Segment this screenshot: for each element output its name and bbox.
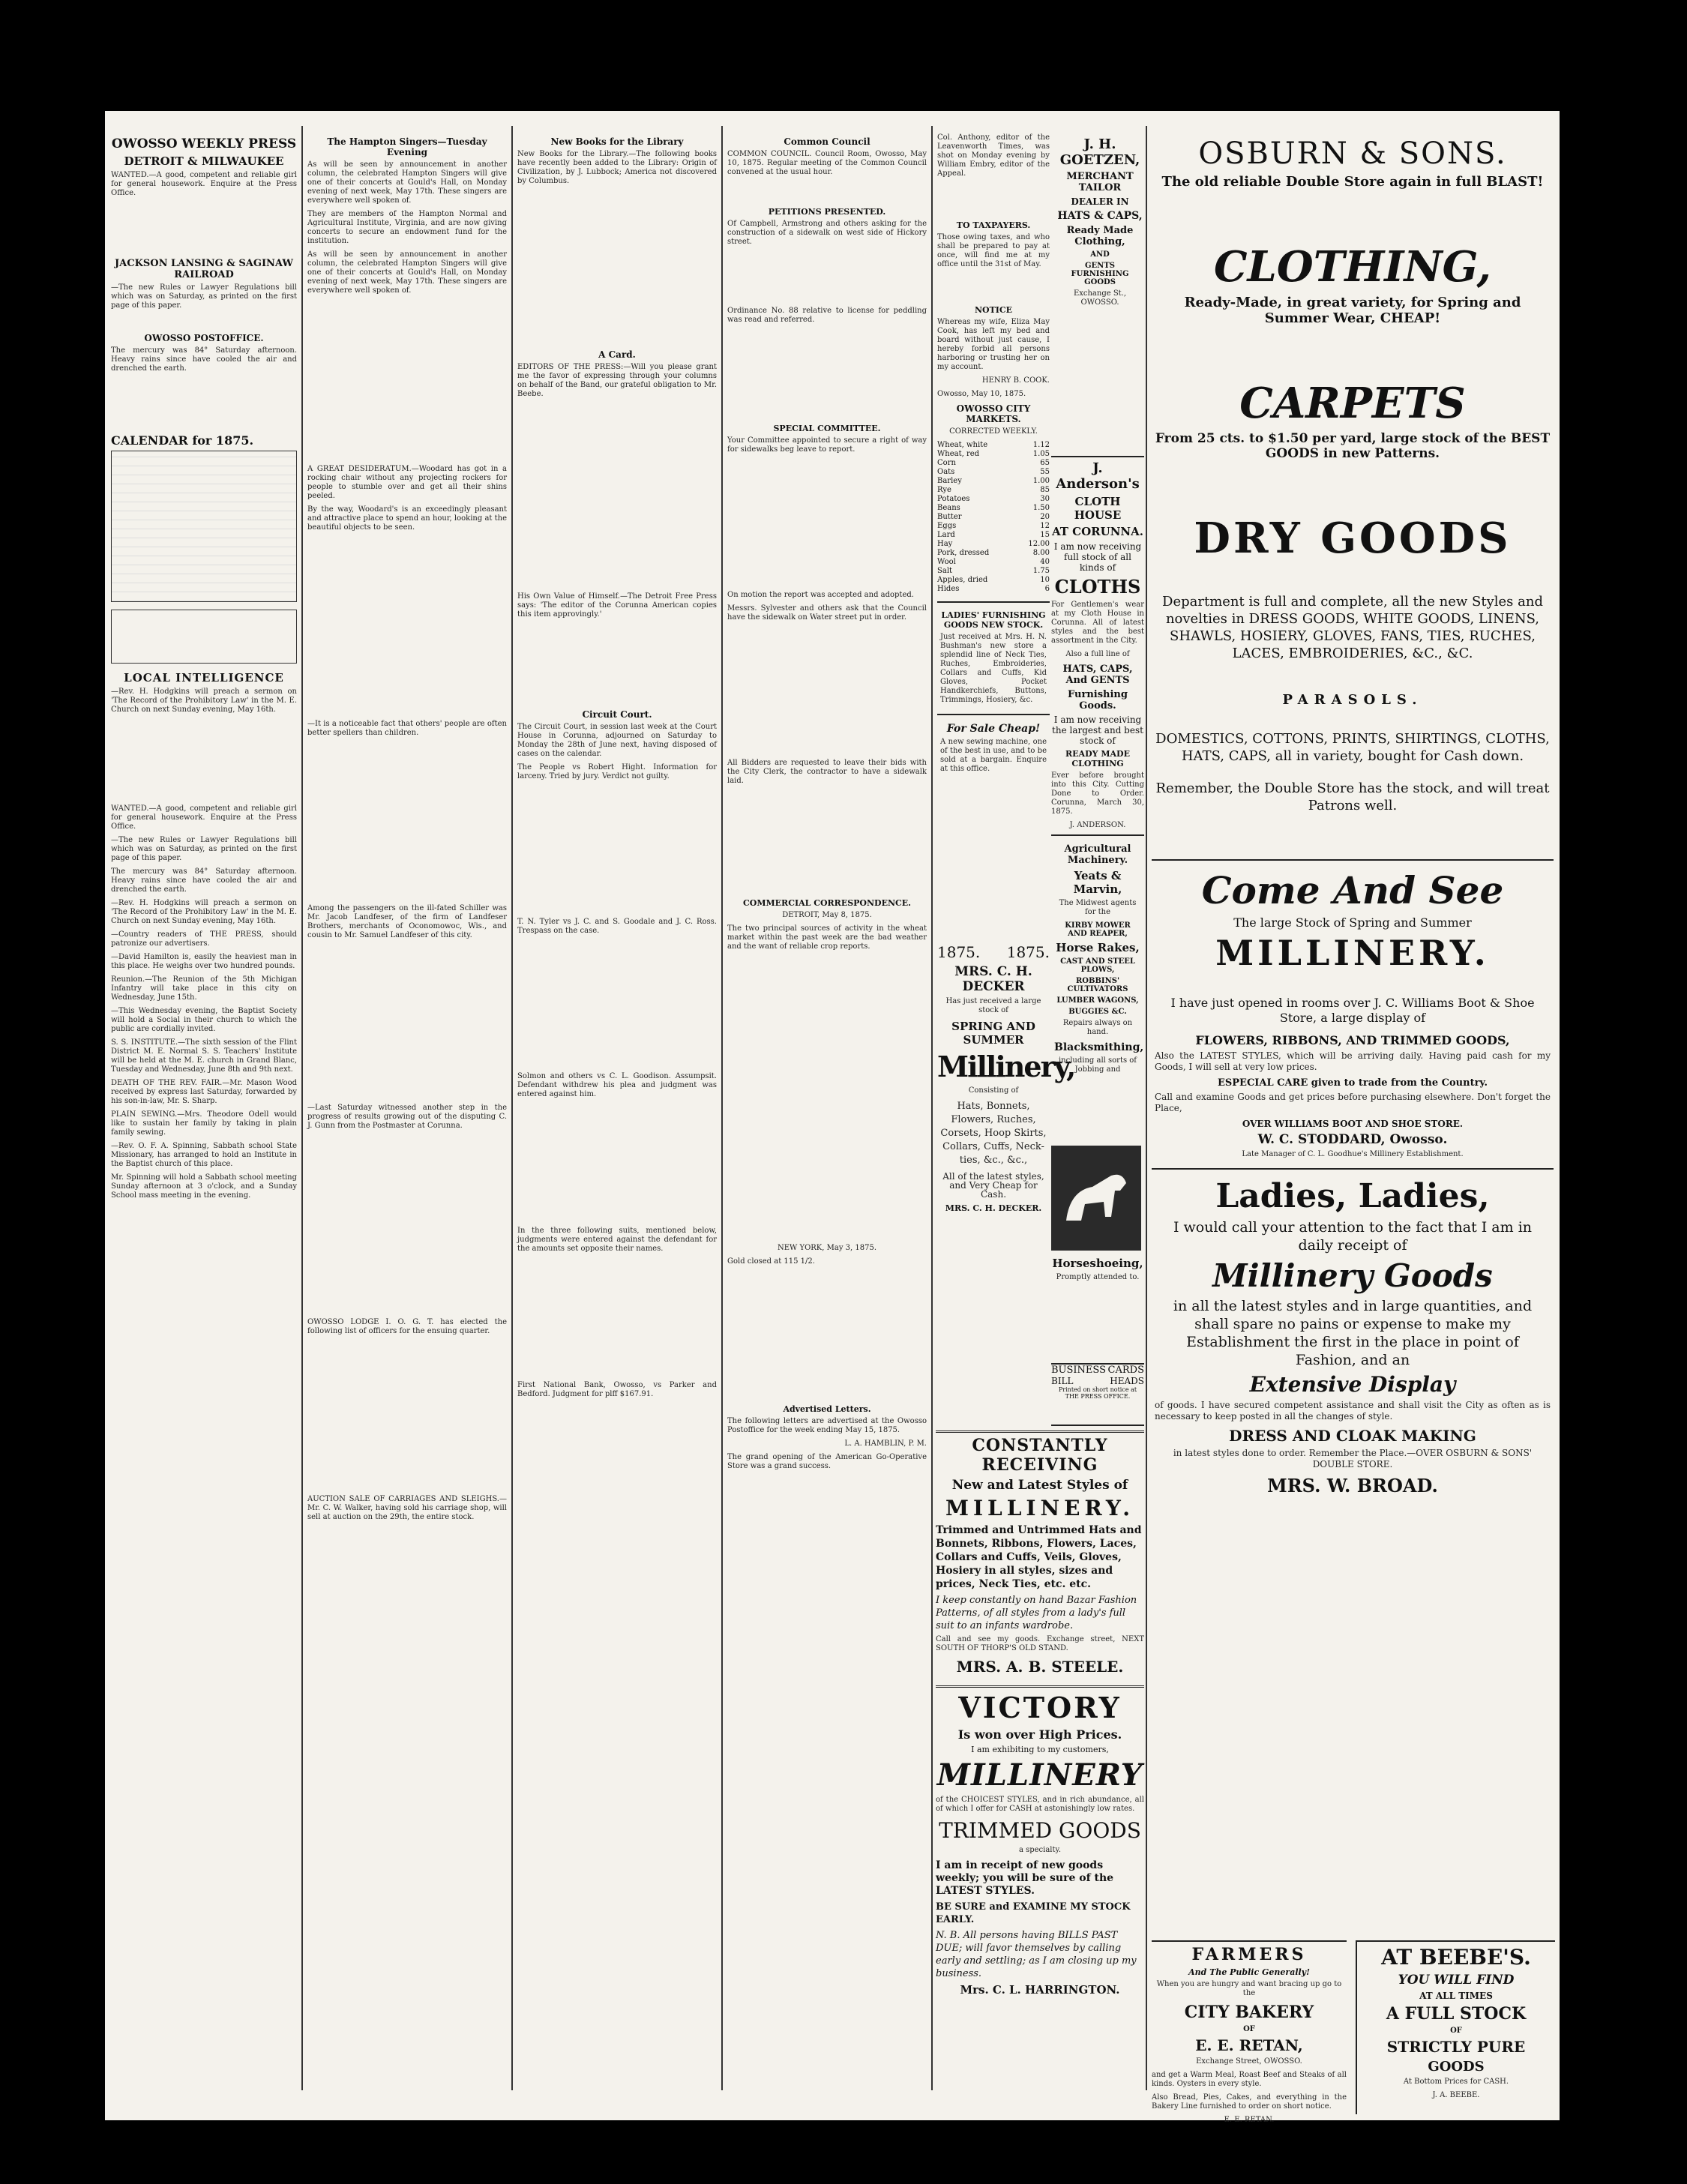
stoddard-ad: Come And See The large Stock of Spring and Summer MILLINERY. I have just opened in rooms over J. C. Williams Boot & Shoe Store, a large display of FLOWERS, RIBBONS, AND TRIMMED GOODS, Also the LATEST STYLES, which will be arriving daily. Having paid cash for my Goods, I will sell at very low prices. ESPECIAL CARE given to trade from the Country. Call and examine Goods and get prices before purchasing elsewhere. Don't forget the Place, OVER WILLIAMS BOOT AND SHOE STORE. W. C. STODDARD, Owosso. Late Manager of C. L. Goodhue's Millinery Establishment.	[1152, 859, 1554, 1168]
mail-schedule: The mercury was 84° Saturday afternoon. Heavy rains since have cooled the air and drenched the earth.	[111, 346, 297, 373]
article: Messrs. Sylvester and others ask that the Council have the sidewalk on Water street put in order.	[727, 604, 927, 622]
signature: J. ANDERSON.	[1069, 821, 1126, 829]
markets-row: Oats 55	[937, 468, 1050, 476]
agricultural-ad: Agricultural Machinery. Yeats & Marvin, The Midwest agents for the KIRBY MOWER AND REAPER, Horse Rakes, CAST AND STEEL PLOWS, ROBBINS' CULTIVATORS LUMBER WAGONS, BUGGIES &C. Repairs always on hand. Blacksmithing, including all sorts of Jobbing and	[1051, 834, 1144, 1083]
article: Solmon and others vs C. L. Goodison. Assumpsit. Defendant withdrew his plea and judgment was entered against him.	[517, 1072, 717, 1098]
article-heading: PETITIONS PRESENTED.	[768, 207, 886, 217]
column-3	[517, 133, 717, 2098]
markets-row: Pork, dressed 8.00	[937, 549, 1050, 557]
signature: MRS. C. H. DECKER.	[945, 1203, 1042, 1213]
weather-table	[111, 610, 297, 664]
article: PLAIN SEWING.—Mrs. Theodore Odell would like to sustain her family by taking in plain family sewing.	[111, 1110, 297, 1137]
column-5-top	[937, 133, 1050, 838]
column-7	[1152, 133, 1554, 2098]
signature: J. A. BEEBE.	[1432, 2091, 1480, 2099]
markets-row: Eggs 12	[937, 522, 1050, 530]
article: Among the passengers on the ill-fated Schiller was Mr. Jacob Landfeser, of the firm of Landfeser Brothers, merchants of Oconomowoc, Wis., and cousin to Mr. Samuel Landfeser of this city.	[307, 904, 507, 939]
markets-title: OWOSSO CITY MARKETS.	[956, 403, 1031, 424]
article: Your Committee appointed to secure a right of way for sidewalks beg leave to report.	[727, 436, 927, 454]
article: —Rev. H. Hodgkins will preach a sermon on 'The Record of the Prohibitory Law' in the M. E. Church on next Sunday evening, May 16th.	[111, 688, 297, 714]
signature: HENRY B. COOK.	[981, 376, 1050, 385]
article: All Bidders are requested to leave their bids with the City Clerk, the contractor to have a sidewalk laid.	[727, 759, 927, 785]
article: The grand opening of the American Go-Operative Store was a grand success.	[727, 1453, 927, 1470]
article-heading: A Card.	[598, 349, 636, 360]
for-sale-ad: For Sale Cheap! A new sewing machine, one of the best in use, and to be sold at a bargain. Enquire at this office.	[937, 714, 1050, 783]
markets-row: Butter 20	[937, 513, 1050, 521]
horse-illustration	[1051, 1146, 1141, 1251]
column-6: J. H. GOETZEN, MERCHANT TAILOR DEALER IN HATS & CAPS, Ready Made Clothing, AND GENTS FURNISHING GOODS Exchange St., OWOSSO.	[1056, 133, 1144, 1303]
article: Of Campbell, Armstrong and others asking for the construction of a sidewalk on west side of Hickory street.	[727, 220, 927, 246]
column-rule	[1146, 126, 1147, 2090]
article-heading: COMMERCIAL CORRESPONDENCE.	[742, 898, 912, 908]
article: —This Wednesday evening, the Baptist Society will hold a Social in their church to which the public are cordially invited.	[111, 1007, 297, 1033]
article: Col. Anthony, editor of the Leavenworth Times, was shot on Monday evening by William Embry, editor of the Appeal.	[937, 133, 1050, 178]
column-rule	[721, 126, 723, 2090]
beebe-ad: AT BEEBE'S. YOU WILL FIND AT ALL TIMES A FULL STOCK OF STRICTLY PURE GOODS At Bottom Prices for CASH. J. A. BEEBE.	[1356, 1940, 1555, 2114]
article: The People vs Robert Hight. Information for larceny. Tried by jury. Verdict not guilty.	[517, 763, 717, 780]
article: Reunion.—The Reunion of the 5th Michigan Infantry will take place in this city on Wednesday, June 15th.	[111, 975, 297, 1002]
steele-millinery-ad: CONSTANTLY RECEIVING New and Latest Styles of MILLINERY. Trimmed and Untrimmed Hats and Bonnets, Ribbons, Flowers, Laces, Collars and Cuffs, Veils, Gloves, Hosiery in all styles, sizes and prices, Neck Ties, etc. etc. I keep constantly on hand Bazar Fashion Patterns, of all styles from a lady's full suit to an infants wardrobe. Call and see my goods. Exchange street, NEXT SOUTH OF THORP'S OLD STAND. MRS. A. B. STEELE.	[936, 1431, 1144, 1680]
calendar-grid	[111, 451, 297, 602]
markets-row: Wheat, red 1.05	[937, 450, 1050, 458]
article: In the three following suits, mentioned below, judgments were entered against the defendant for the amounts set opposite their names.	[517, 1227, 717, 1253]
markets-row: Apples, dried 10	[937, 576, 1050, 584]
article: On motion the report was accepted and adopted.	[727, 591, 914, 599]
newspaper-page	[105, 111, 1560, 2124]
article-heading: SPECIAL COMMITTEE.	[773, 424, 881, 433]
markets-table	[937, 441, 1050, 594]
article: —It is a noticeable fact that others' people are often better spellers than children.	[307, 720, 507, 737]
article: As will be seen by announcement in another column, the celebrated Hampton Singers will give one of their concerts at Gould's Hall, on Monday evening of next week, May 17th. These singers are everywhere well spoken of.	[307, 250, 507, 295]
column-rule	[511, 126, 513, 2090]
ladies-furnishing-ad: LADIES' FURNISHING GOODS NEW STOCK. Just received at Mrs. H. N. Bushman's new store a splendid line of Neck Ties, Ruches, Embroideries, Collars and Cuffs, Kid Gloves, Pocket Handkerchiefs, Buttons, Trimmings, Hosiery, &c.	[937, 601, 1050, 714]
article-heading: NOTICE	[974, 305, 1013, 315]
article: EDITORS OF THE PRESS:—Will you please grant me the favor of expressing through your columns on behalf of the Band, our grateful obligation to Mr. Beebe.	[517, 363, 717, 398]
millinery-heading: Millinery,	[937, 1050, 1075, 1083]
masthead-title: OWOSSO WEEKLY PRESS	[111, 136, 297, 151]
local-intelligence-header: LOCAL INTELLIGENCE	[124, 671, 284, 685]
article: As will be seen by announcement in another column, the celebrated Hampton Singers will give one of their concerts at Gould's Hall, on Monday evening of next week, May 17th. These singers are everywhere well spoken of.	[307, 160, 507, 205]
markets-subtitle: CORRECTED WEEKLY.	[949, 427, 1038, 436]
article: Whereas my wife, Eliza May Cook, has left my bed and board without just cause, I hereby forbid all persons harboring or trusting her on my account.	[937, 318, 1050, 371]
railroad-header: DETROIT & MILWAUKEE	[124, 154, 284, 168]
article: S. S. INSTITUTE.—The sixth session of the Flint District M. E. Normal S. S. Teachers' Institute will be held at the M. E. church in Grand Blanc, Tuesday and Wednesday, June 8th and 9th next.	[111, 1038, 297, 1074]
article-heading: Circuit Court.	[582, 709, 652, 720]
article: —Rev. H. Hodgkins will preach a sermon on 'The Record of the Prohibitory Law' in the M. E. Church on next Sunday evening, May 16th.	[111, 899, 297, 925]
article: They are members of the Hampton Normal and Agricultural Institute, Virginia, and are now giving concerts to secure an endowment fund for the institution.	[307, 210, 507, 245]
markets-row: Hides 6	[937, 585, 1050, 593]
article: —Last Saturday witnessed another step in the progress of results growing out of the disputing C. J. Gunn from the Postmaster at Corunna.	[307, 1104, 507, 1130]
goetzen-name: J. H. GOETZEN,	[1059, 136, 1140, 168]
osburn-name: OSBURN & SONS.	[1198, 136, 1507, 171]
column-2	[307, 133, 507, 2098]
steele-name: MRS. A. B. STEELE.	[956, 1658, 1124, 1676]
article: —Country readers of THE PRESS, should patronize our advertisers.	[111, 930, 297, 948]
article: T. N. Tyler vs J. C. and S. Goodale and J. C. Ross. Trespass on the case.	[517, 918, 717, 935]
railroad-header: JACKSON LANSING & SAGINAW RAILROAD	[115, 258, 293, 280]
column-1	[111, 133, 297, 2098]
article: COMMON COUNCIL. Council Room, Owosso, May 10, 1875. Regular meeting of the Common Council convened at the usual hour.	[727, 150, 927, 176]
article-heading: Advertised Letters.	[783, 1404, 871, 1414]
article: The following letters are advertised at the Owosso Postoffice for the week ending May 15, 1875.	[727, 1417, 927, 1434]
markets-row: Beans 1.50	[937, 504, 1050, 512]
postoffice-header: OWOSSO POSTOFFICE.	[144, 333, 264, 343]
article: The mercury was 84° Saturday afternoon. Heavy rains since have cooled the air and drenched the earth.	[111, 867, 297, 894]
broad-ad: Ladies, Ladies, I would call your attention to the fact that I am in daily receipt of Millinery Goods in all the latest styles and in large quantities, and shall spare no pains or expense to make my Establishment the first in the place in point of Fashion, and an Extensive Display of goods. I have secured competent assistance and shall visit the City as often as is necessary to keep posted in all the changes of style. DRESS AND CLOAK MAKING in latest styles done to order. Remember the Place.—OVER OSBURN & SONS' DOUBLE STORE. MRS. W. BROAD.	[1152, 1168, 1554, 1504]
harrington-millinery-ad: VICTORY Is won over High Prices. I am exhibiting to my customers, MILLINERY of the CHOICEST STYLES, and in rich abundance, all of which I offer for CASH at astonishingly low rates. TRIMMED GOODS a specialty. I am in receipt of new goods weekly; you will be sure of the LATEST STYLES. BE SURE and EXAMINE MY STOCK EARLY. N. B. All persons having BILLS PAST DUE; will favor themselves by calling early and settling; as I am closing up my business. Mrs. C. L. HARRINGTON.	[936, 1685, 1144, 2093]
column-rule	[301, 126, 303, 2090]
article: Ordinance No. 88 relative to license for peddling was read and referred.	[727, 307, 927, 324]
dateline: Owosso, May 10, 1875.	[937, 390, 1026, 398]
dateline: DETROIT, May 8, 1875.	[782, 911, 872, 919]
article: OWOSSO LODGE I. O. G. T. has elected the following list of officers for the ensuing quarter.	[307, 1318, 507, 1335]
calendar-title: CALENDAR for 1875.	[111, 433, 254, 448]
markets-row: Hay 12.00	[937, 540, 1050, 548]
article-heading: The Hampton Singers—Tuesday Evening	[327, 136, 487, 157]
broad-name: MRS. W. BROAD.	[1267, 1475, 1438, 1496]
article: —The new Rules or Lawyer Regulations bill which was on Saturday, as printed on the first page of this paper.	[111, 836, 297, 862]
timetable: —The new Rules or Lawyer Regulations bill which was on Saturday, as printed on the first page of this paper.	[111, 283, 297, 310]
article: New Books for the Library.—The following books have recently been added to the Library: Origin of Civilization, by J. Lubbock; America not discovered by Columbus.	[517, 150, 717, 185]
article: —David Hamilton is, easily the heaviest man in this place. He weighs over two hundred pounds.	[111, 953, 297, 970]
article: WANTED.—A good, competent and reliable girl for general housework. Enquire at the Press Office.	[111, 804, 297, 831]
article-heading: Common Council	[784, 136, 870, 147]
article: By the way, Woodard's is an exceedingly pleasant and attractive place to spend an hour, looking at the beautiful objects to be seen.	[307, 505, 507, 532]
column-rule	[931, 126, 933, 2090]
anderson-ad: J. Anderson's CLOTH HOUSE AT CORUNNA. I am now receiving full stock of all kinds of CLOTHS For Gentlemen's wear at my Cloth House in Corunna. All of latest styles and the best assortment in the City. Also a full line of HATS, CAPS, And GENTS Furnishing Goods. I am now receiving the largest and best stock of READY MADE CLOTHING Ever before brought into this City. Cutting Done to Order. Corunna, March 30, 1875. J. ANDERSON. Agricultural Machinery. Yeats & Marvin, The Midwest agents for the KIRBY MOWER AND REAPER, Horse Rakes, CAST AND STEEL PLOWS, ROBBINS' CULTIVATORS LUMBER WAGONS, BUGGIES &C. Repairs always on hand. Blacksmithing, including all sorts of Jobbing and	[1051, 456, 1144, 1357]
signature: E. E. RETAN.	[1224, 2116, 1275, 2124]
article-heading: TO TAXPAYERS.	[956, 220, 1031, 230]
dateline: NEW YORK, May 3, 1875.	[777, 1244, 877, 1252]
business-cards-ad: BUSINESS CARDS BILL HEADS Printed on short notice at THE PRESS OFFICE.	[1051, 1363, 1144, 1426]
markets-row: Salt 1.75	[937, 567, 1050, 575]
osburn-ad: OSBURN & SONS. The old reliable Double Store again in full BLAST! CLOTHING, Ready-Made, in great variety, for Spring and Summer Wear, CHEAP! CARPETS From 25 cts. to $1.50 per yard, large stock of the BEST GOODS in new Patterns. DRY GOODS Department is full and complete, all the new Styles and novelties in DRESS GOODS, WHITE GOODS, LINENS, SHAWLS, HOSIERY, GLOVES, FANS, TIES, RUCHES, LACES, EMBROIDERIES, &C., &C. PARASOLS. DOMESTICS, COTTONS, PRINTS, SHIRTINGS, CLOTHS, HATS, CAPS, all in variety, bought for Cash down. Remember, the Double Store has the stock, and will treat Patrons well.	[1152, 136, 1554, 814]
article: Mr. Spinning will hold a Sabbath school meeting Sunday afternoon at 3 o'clock, and a Sunday School mass meeting in the evening.	[111, 1173, 297, 1200]
article: First National Bank, Owosso, vs Parker and Bedford. Judgment for plff $167.91.	[517, 1381, 717, 1398]
article: A GREAT DESIDERATUM.—Woodard has got in a rocking chair without any projecting rockers for people to stumble over and get all their shins peeled.	[307, 465, 507, 500]
article: The Circuit Court, in session last week at the Court House in Corunna, adjourned on Saturday to Monday the 28th of June next, having disposed of cases on the calendar.	[517, 723, 717, 758]
year: 1875.	[1006, 943, 1050, 961]
markets-row: Rye 85	[937, 486, 1050, 494]
markets-row: Wool 40	[937, 558, 1050, 566]
decker-name: MRS. C. H. DECKER	[954, 964, 1032, 994]
markets-row: Corn 65	[937, 459, 1050, 467]
horseshoe-ad: Horseshoeing, Promptly attended to.	[1051, 1146, 1144, 1341]
year: 1875.	[937, 943, 981, 961]
article: Those owing taxes, and who shall be prepared to pay at once, will find me at my office until the 31st of May.	[937, 233, 1050, 268]
decker-millinery-ad: 1875. 1875. MRS. C. H. DECKER Has just received a large stock of SPRING AND SUMMER Millinery, Consisting of Hats, Bonnets, Flowers, Ruches, Corsets, Hoop Skirts, Collars, Cuffs, Neck-ties, &c., &c., All of the latest styles, and Very Cheap for Cash. MRS. C. H. DECKER.	[937, 943, 1075, 1213]
markets-row: Lard 15	[937, 531, 1050, 539]
article-heading: New Books for the Library	[550, 136, 684, 147]
article: Gold closed at 115 1/2.	[727, 1257, 815, 1266]
article: DEATH OF THE REV. FAIR.—Mr. Mason Wood received by express last Saturday, forwarded by his son-in-law, Mr. S. Sharp.	[111, 1079, 297, 1105]
signature: L. A. HAMBLIN, P. M.	[844, 1440, 927, 1448]
article: The two principal sources of activity in the wheat market within the past week are the bad weather and the want of reliable crop reports.	[727, 924, 927, 951]
article: AUCTION SALE OF CARRIAGES AND SLEIGHS.—Mr. C. W. Walker, having sold his carriage shop, will sell at auction on the 29th, the entire stock.	[307, 1495, 507, 1521]
markets-row: Barley 1.00	[937, 477, 1050, 485]
markets-row: Wheat, white 1.12	[937, 441, 1050, 449]
harrington-name: Mrs. C. L. HARRINGTON.	[960, 1983, 1120, 1997]
article: —Rev. O. F. A. Spinning, Sabbath school State Missionary, has arranged to hold an Institute in the Baptist church of this place.	[111, 1142, 297, 1168]
markets-row: Potatoes 30	[937, 495, 1050, 503]
bakery-ad: FARMERS And The Public Generally! When you are hungry and want bracing up go to the CITY BAKERY OF E. E. RETAN, Exchange Street, OWOSSO. and get a Warm Meal, Roast Beef and Steaks of all kinds. Oysters in every style. Also Bread, Pies, Cakes, and everything in the Bakery Line furnished to order on short notice. E. E. RETAN.	[1152, 1940, 1347, 2114]
article: His Own Value of Himself.—The Detroit Free Press says: 'The editor of the Corunna American copies this item approvingly.'	[517, 592, 717, 619]
column-4	[727, 133, 927, 2098]
timetable: WANTED.—A good, competent and reliable girl for general housework. Enquire at the Press Office.	[111, 171, 297, 197]
